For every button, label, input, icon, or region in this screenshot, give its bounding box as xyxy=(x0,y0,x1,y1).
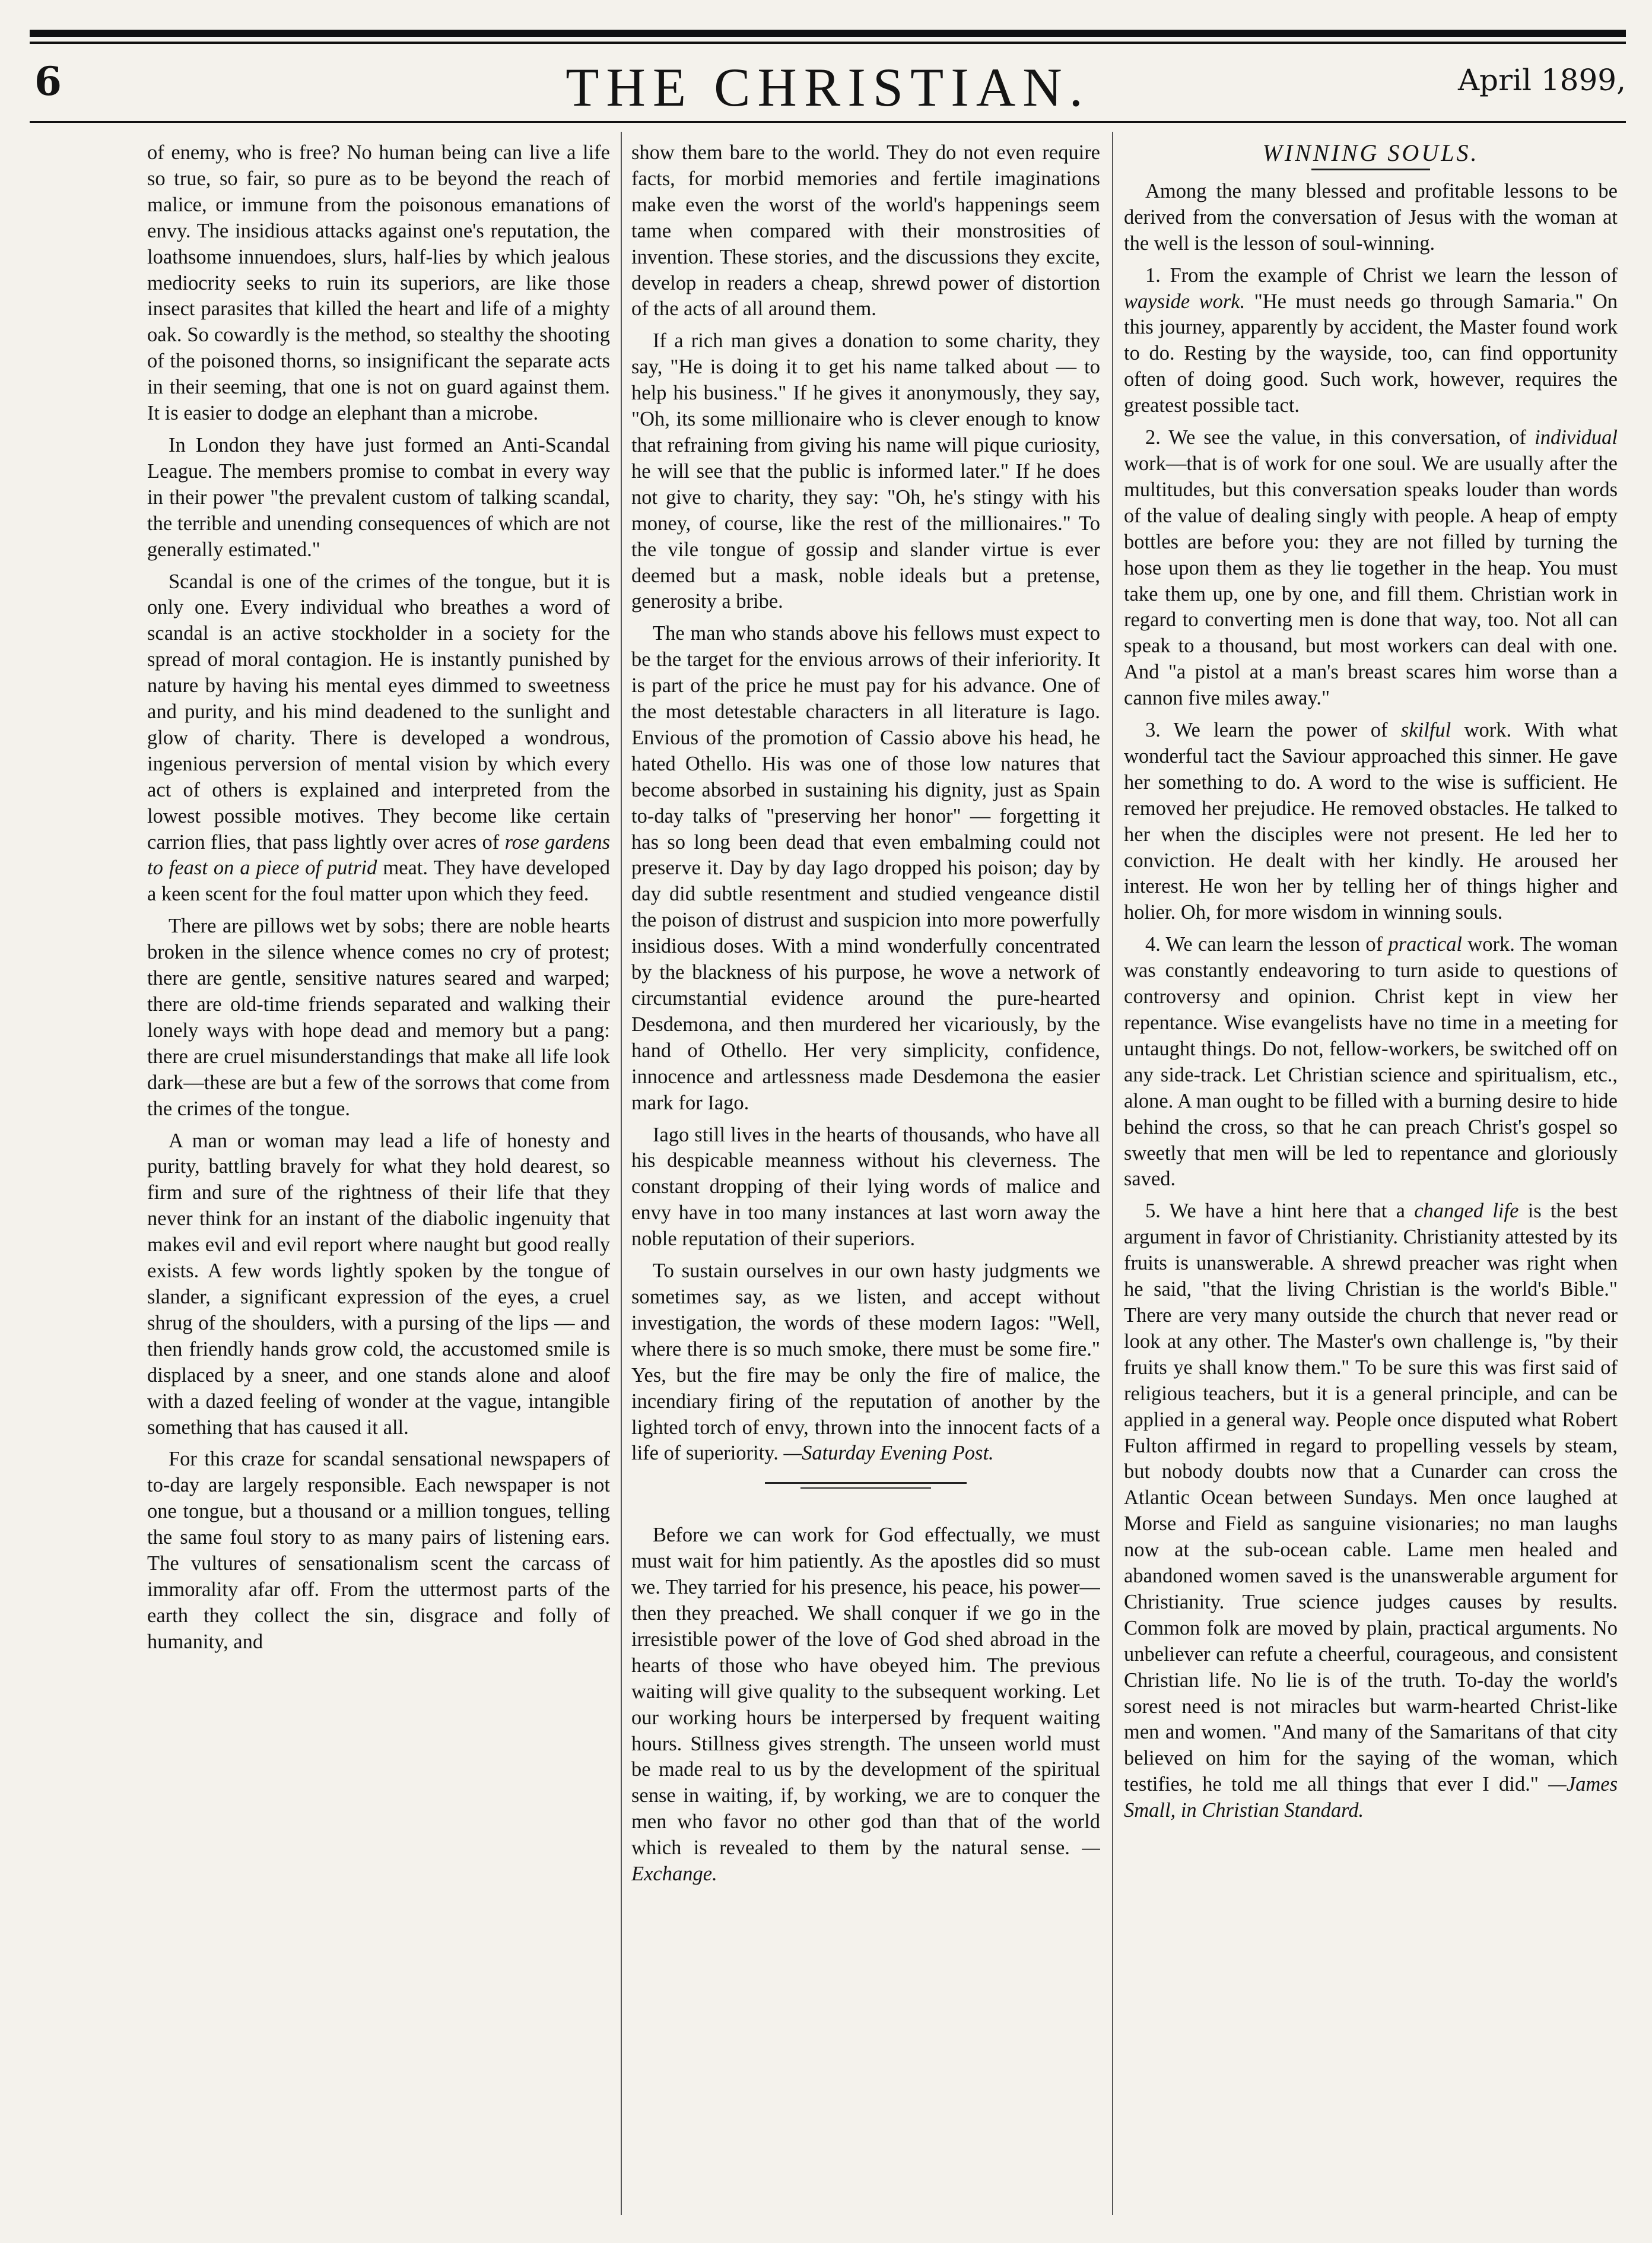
paragraph xyxy=(1124,718,1618,926)
text-run-italic: wayside work. xyxy=(1124,290,1246,313)
text-run: 5. We have a hint here that a xyxy=(1145,1200,1405,1223)
top-rule-thin xyxy=(30,42,1626,44)
paragraph xyxy=(1124,932,1618,1192)
paragraph xyxy=(1124,425,1618,712)
paragraph: A man or woman may lead a life of honesty and purity, battling bravely for what they hold dearest, so firm and sure of the rightness of their life that they never think for an instant of the diabolic ingenuity that makes evil and evil report where naught but good really exists. A few words lightly spoken by the tongue of slander, a significant expression of the eyes, a cruel shrug of the shoulders, with a pursing of the lips — and then friendly hands grow cold, the accustomed smile is displaced by a sneer, and one stands alone and aloof with a dazed feeling of wonder at the vague, intangible something that has caused it all. xyxy=(147,1129,610,1439)
text-run: meat. They have developed a keen scent for the foul matter upon which they feed. xyxy=(147,856,610,906)
text-run: work. With what wonderful tact the Saviour approached this sinner. He gave her something to do. A word to the wise is sufficient. He removed her prejudice. He removed obstacles. He talked to her when the disciples were not present. He led her to conviction. He dealt with her kindly. He aroused her interest. He won her by telling her of things higher and holier. Oh, for more wisdom in winning souls. xyxy=(1124,719,1618,924)
paragraph: show them bare to the world. They do not even require facts, for morbid memories and fertile imaginations make even the worst of the world's happenings seem tame when compared with their monstrosities of invention. These stories, and the discussions they excite, develop in readers a cheap, shrewd power of distortion of the acts of all around them. xyxy=(631,141,1100,321)
separator-line xyxy=(800,1487,931,1489)
paragraph: For this craze for scandal sensational newspapers of to-day are largely responsible. Each newspaper is not one tongue, but a thousand or a million tongues, telling the same foul story to as many pairs of listening ears. The vultures of sensationalism scent the carcass of immorality afar off. From the uttermost parts of the earth they collect the sin, disgrace and folly of humanity, and xyxy=(147,1448,610,1653)
text-run-italic: rose gardens to feast on a piece of putrid xyxy=(147,830,610,880)
paragraph: There are pillows wet by sobs; there are noble hearts broken in the silence whence comes no cry of protest; there are gentle, sensitive natures seared and warped; there are old-time friends separated and walking their lonely ways with hope dead and memory but a pang: there are cruel misunderstandings that make all life look dark—these are but a few of the sorrows that come from the crimes of the tongue. xyxy=(147,915,610,1120)
paragraph: The man who stands above his fellows must expect to be the target for the envious arrows of their inferiority. It is part of the price he must pay for his advance. One of the most detestable characters in all literature is Iago. Envious of the promotion of Cassio above his head, he hated Othello. His was one of those low natures that become absorbed in sustaining his dignity, just as Spain to-day talks of "preserving her honor" — forgetting it has so long been dead that even embalming could not preserve it. Day by day Iago dropped his poison; day by day did subtle resentment and studied vengeance distil the poison of distrust and suspicion into more powerfully insidious doses. With a mind wonderfully concentrated by the blackness of his purpose, he wove a network of circumstantial evidence around the pure-hearted Desdemona, and then murdered her vicariously, by the hand of Othello. Her very simplicity, confidence, innocence and artlessness made Desdemona the easier mark for Iago. xyxy=(631,622,1100,1114)
text-run-italic: practical xyxy=(1388,933,1463,956)
paragraph: Iago still lives in the hearts of thousands, who have all his despicable meanness without his cleverness. The constant dropping of their lying words of malice and envy have in too many instances at last worn away the noble reputation of their superiors. xyxy=(631,1123,1100,1251)
text-run: work—that is of work for one soul. We are usually after the multitudes, but this conversation speaks louder than words of the value of dealing singly with people. A heap of empty bottles are before you: they are not filled by turning the hose upon them as they lie together in the heap. You must take them up, one by one, and fill them. Christian work in regard to converting men is done that way, too. Not all can speak to a thousand, but most workers can deal with one. And "a pistol at a man's breast scares him worse than a cannon five miles away." xyxy=(1124,452,1618,710)
text-run: 4. We can learn the lesson of xyxy=(1145,933,1383,956)
text-run: Before we can work for God effectually, we must must wait for him patiently. As the apostles did so must we. They tarried for his presence, his peace, his power—then they preached. We shall conquer if we go in the irresistible power of the love of God shed abroad in the hearts of those who have obeyed him. The previous waiting will give quality to the subsequent working. Let our working hours be interpersed by frequent waiting hours. Stillness gives strength. The unseen world must be made real to us by the development of the spiritual sense in waiting, if, by working, we are to conquer the men who favor no other god than that of the world which is revealed to them by the natural sense. xyxy=(631,1524,1100,1860)
paragraph: Among the many blessed and profitable lessons to be derived from the conversation of Jesus with the woman at the well is the lesson of soul-winning. xyxy=(1124,179,1618,255)
paragraph xyxy=(631,1258,1100,1467)
column-divider xyxy=(1112,132,1113,2215)
masthead-rule xyxy=(30,121,1626,123)
masthead xyxy=(30,55,1626,120)
source-credit: —James Small, in Christian Standard. xyxy=(1124,1773,1618,1822)
text-run-italic: individual xyxy=(1535,426,1618,449)
paragraph: of enemy, who is free? No human being can live a life so true, so fair, so pure as to be beyond the reach of malice, or immune from the poisonous emanations of envy. The insidious attacks against one's reputation, the loathsome innuendoes, slurs, half-lies by which jealous mediocrity seeks to ruin its superiors, are like those insect parasites that killed the heart and life of a mighty oak. So cowardly is the method, so stealthy the shooting of the poisoned thorns, so insignificant the separate acts in their seeming, that one is not on guard against them. It is easier to dodge an elephant than a microbe. xyxy=(147,141,610,425)
section-separator xyxy=(765,1482,967,1490)
paper-title: THE CHRISTIAN. xyxy=(566,57,1090,118)
issue-date: April 1899, xyxy=(1457,63,1626,97)
source-credit: —Saturday Evening Post. xyxy=(783,1442,994,1465)
text-run: 3. We learn the power of xyxy=(1145,719,1388,742)
column-1 xyxy=(147,140,610,2217)
text-run-italic: changed life xyxy=(1414,1200,1519,1223)
article-title: WINNING SOULS. xyxy=(1262,140,1479,166)
source-credit: —Exchange. xyxy=(631,1836,1100,1886)
paragraph xyxy=(147,569,610,908)
text-run: work. The woman was constantly endeavoring to turn aside to questions of controversy and opinion. Christ kept in view her repentance. Wise evangelists have no time in a meeting for untaught things. Do not, fellow-workers, be switched off on any side-track. Let Christian science and spiritualism, etc., alone. A man ought to be filled with a burning desire to hide behind the cross, so that he can preach Christ's gospel so sweetly that men will be led to repentance and gloriously saved. xyxy=(1124,933,1618,1191)
text-run: is the best argument in favor of Christianity. Christianity attested by its fruits is unanswerable. A shrewd preacher was right when he said, "that the living Christian is the world's Bible." There are very many outside the church that never read or look at any other. The Master's own challenge is, "by their fruits ye shall know them." To be sure this was first said of religious teachers, but it is a general principle, and can be applied in a general way. People once disputed what Robert Fulton affirmed in regard to propelling vessels by steam, but nobody doubts now that a Cunarder can cross the Atlantic Ocean between Sundays. Men once laughed at Morse and Field as sanguine visionaries; no man laughs now at the sub-ocean cable. Lame men healed and abandoned women saved is the unanswerable argument for Christianity. True science judges causes by results. Common folk are moved by plain, practical arguments. No unbeliever can refute a cheerful, courageous, and consistent Christian life. No lie is of the truth. To-day the world's sorest need is not miracles but warm-hearted Christ-like men and women. "And many of the Samaritans of that city believed on him for the saying of the woman, which testifies, he told me all things that ever I did." xyxy=(1124,1200,1618,1796)
text-run: 1. From the example of Christ we learn the lesson of xyxy=(1145,264,1618,287)
column-divider xyxy=(621,132,622,2215)
text-run: 2. We see the value, in this conversation, of xyxy=(1145,426,1527,449)
paragraph xyxy=(631,1522,1100,1887)
text-run-italic: skilful xyxy=(1400,719,1451,742)
paragraph: In London they have just formed an Anti-Scandal League. The members promise to combat in every way in their power "the prevalent custom of talking scandal, the terrible and unending consequences of which are not generally estimated." xyxy=(147,433,610,561)
paragraph xyxy=(1124,263,1618,419)
paragraph: If a rich man gives a donation to some charity, they say, "He is doing it to get his name talked about — to help his business." If he gives it anonymously, they say, "Oh, its some millionaire who is clever enough to know that refraining from giving his name will pique curiosity, he will see that the public is informed later." If he does not give to charity, they say: "Oh, he's stingy with his money, of course, like the rest of the millionaires." To the vile tongue of gossip and slander virtue is ever deemed but a mask, noble ideals but a pretense, generosity a bribe. xyxy=(631,329,1100,613)
column-3 xyxy=(1124,140,1618,2217)
text-run: Scandal is one of the crimes of the tongue, but it is only one. Every individual who breathes a word of scandal is an active stockholder in a society for the spread of moral contagion. He is instantly punished by nature by having his mental eyes dimmed to sweetness and purity, and his mind deadened to the sunlight and glow of charity. There is developed a wondrous, ingenious perversion of mental vision by which every act of others is explained and interpreted from the lowest possible motives. They become like certain carrion flies, that pass lightly over acres of xyxy=(147,570,610,854)
paragraph xyxy=(1124,1198,1618,1824)
page-number: 6 xyxy=(34,58,62,104)
text-run: To sustain ourselves in our own hasty judgments we sometimes say, as we listen, and accept without investigation, the words of these modern Iagos: "Well, where there is so much smoke, there must be some fire." Yes, but the fire may be only the fire of malice, the incendiary firing of the reputation of another by the lighted torch of envy, thrown into the innocent facts of a life of superiority. xyxy=(631,1259,1100,1465)
top-rule-heavy xyxy=(30,30,1626,37)
text-run: "He must needs go through Samaria." On this journey, apparently by accident, the Master found work to do. Resting by the wayside, too, can find opportunity often of doing good. Such work, however, requires the greatest possible tact. xyxy=(1124,290,1618,417)
separator-line xyxy=(765,1482,967,1484)
title-rule xyxy=(1311,169,1430,170)
column-2 xyxy=(631,140,1100,2217)
